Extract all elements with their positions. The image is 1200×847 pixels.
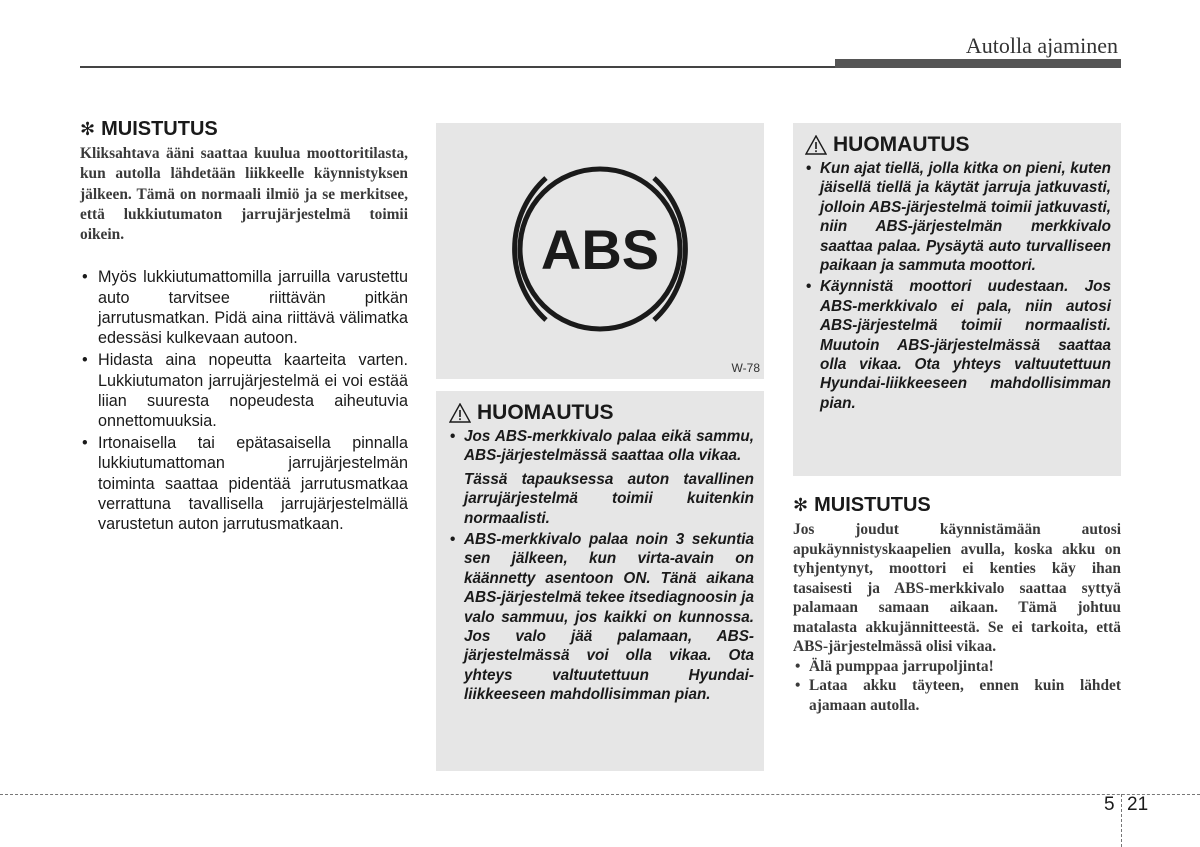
warning-heading xyxy=(805,133,1111,157)
left-column xyxy=(80,118,408,536)
left-bullet-list xyxy=(80,267,408,534)
abs-warning-light-figure xyxy=(436,123,764,379)
muistutus-heading xyxy=(793,494,1121,517)
page-header-title: Autolla ajaminen xyxy=(965,33,1118,58)
warning-list xyxy=(805,159,1111,413)
warning-list-item: • Käynnistä moottori uudestaan. Jos ABS-merkkivalo ei pala, niin autosi ABS-järjestelmä toimii normaalisti. Muutoin ABS-järjestelmässä saattaa olla vikaa. Ota yhteys valtuutettuun Hyundai-liikkeeseen mahdollisimman pian. xyxy=(805,277,1111,413)
muistutus-text: Jos joudut käynnistämään autosi apukäynnistyskaapelien avulla, koska akku on tyhjentynyt, moottori ei kenties käy ihan tasaisesti ja ABS-merkkivalo saattaa syttyä palamaan samaan aikaan. Tämä johtuu matalasta akkujännitteestä. Se ei tarkoita, että ABS-järjestelmässä olisi vikaa. xyxy=(793,521,1121,655)
warning-heading-text: HUOMAUTUS xyxy=(833,133,970,156)
list-item: • Älä pumppaa jarrupoljinta! xyxy=(793,657,1121,677)
list-item: • Hidasta aina nopeutta kaarteita varten. Lukkiutumaton jarrujärjestelmä ei voi estää liian suuresta nopeudesta aiheutuvia onnettomuuksia. xyxy=(80,350,408,431)
figure-code: W-78 xyxy=(731,361,760,375)
right-muistutus-section xyxy=(793,494,1121,715)
warning-item-text: Jos ABS-merkkivalo palaa eikä sammu, ABS-järjestelmässä saattaa olla vikaa. xyxy=(464,428,754,465)
header-accent-bar xyxy=(835,59,1121,68)
muistutus-text: Kliksahtava ääni saattaa kuulua moottoritilasta, kun autolla lähdetään liikkeelle käynnistyksen jälkeen. Tämä on normaali ilmiö ja se merkitsee, että lukkiutumaton jarrujärjestelmä toimii oikein. xyxy=(80,145,408,244)
footer-divider xyxy=(1121,794,1122,847)
list-item: • Myös lukkiutumattomilla jarruilla varustettu auto tarvitsee riittävän pitkän jarrutusmatkan. Pidä aina riittävä välimatka edessäsi kulkevaan autoon. xyxy=(80,267,408,348)
page-number: 21 xyxy=(1127,794,1149,815)
warning-heading xyxy=(449,401,754,425)
muistutus-bullet-list xyxy=(793,657,1121,716)
warning-box-middle xyxy=(436,391,764,771)
abs-label: ABS xyxy=(540,218,660,281)
footer-rule xyxy=(0,794,1200,795)
muistutus-heading xyxy=(80,118,408,141)
warning-list-item xyxy=(449,427,754,528)
muistutus-heading-text: MUISTUTUS xyxy=(101,118,218,140)
list-item: • Irtonaisella tai epätasaisella pinnalla lukkiutumattoman jarrujärjestelmän toiminta saattaa pidentää jarrutusmatkaa verrattuna tavallisella jarrujärjestelmällä varustetun auton jarrutusmatkaan. xyxy=(80,433,408,534)
warning-item-subtext: Tässä tapauksessa auton tavallinen jarrujärjestelmä toimii kuitenkin normaalisti. xyxy=(464,470,754,527)
list-item: • Lataa akku täyteen, ennen kuin lähdet ajamaan autolla. xyxy=(793,676,1121,715)
asterisk-icon: ✻ xyxy=(793,495,809,515)
header-rule xyxy=(80,66,840,68)
warning-list xyxy=(449,427,754,705)
warning-triangle-icon xyxy=(805,135,827,155)
section-number: 5 xyxy=(1104,794,1115,815)
abs-warning-icon xyxy=(436,123,764,379)
warning-item-text: ABS-merkkivalo palaa noin 3 sekuntia sen jälkeen, kun virta-avain on käännetty asentoon ON. Tänä aikana ABS-järjestelmä tekee itsediagnoosin ja valo sammuu, jos kaikki on kunnossa. Jos valo jää palamaan, ABS-järjestelmässä voi olla vikaa. Ota yhteys valtuutettuun Hyundai-liikkeeseen mahdollisimman pian. xyxy=(464,531,754,704)
warning-list-item xyxy=(449,530,754,705)
asterisk-icon: ✻ xyxy=(80,119,96,139)
warning-triangle-icon xyxy=(449,403,471,423)
warning-box-right xyxy=(793,123,1121,476)
warning-heading-text: HUOMAUTUS xyxy=(477,401,614,424)
warning-list-item: • Kun ajat tiellä, jolla kitka on pieni, kuten jäisellä tiellä ja käytät jarruja jatkuvasti, jolloin ABS-järjestelmä toimii jatkuvasti, niin ABS-järjestelmän merkkivalo saattaa palaa. Pysäytä auto turvalliseen paikaan ja sammuta moottori. xyxy=(805,159,1111,275)
muistutus-heading-text: MUISTUTUS xyxy=(814,494,931,516)
